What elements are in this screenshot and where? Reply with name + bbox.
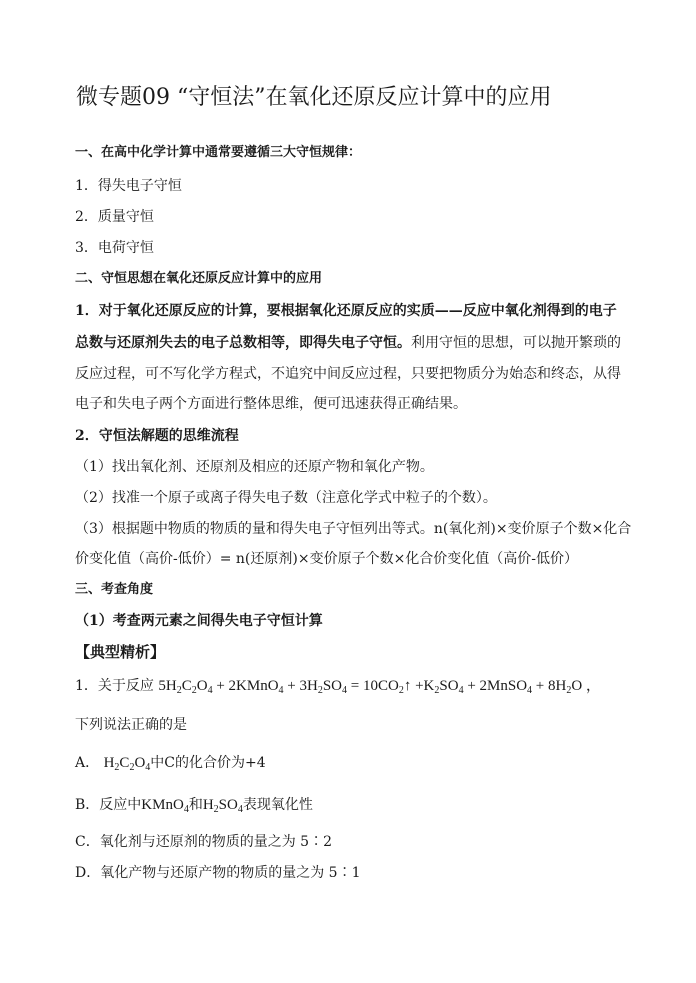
section2-para1-line3: 反应过程，可不写化学方程式，不追究中间反应过程，只要把物质分为始态和终态，从得 <box>75 366 621 382</box>
example-tag: 【典型精析】 <box>75 643 166 661</box>
option-d: D．氧化产物与还原产物的物质的量之为 5∶1 <box>75 865 361 881</box>
section2-step3-line1: （3）根据题中物质的物质的量和得失电子守恒列出等式。n(氧化剂)×变价原子个数×化合 <box>75 521 632 537</box>
page-title: 微专题09 “守恒法”在氧化还原反应计算中的应用 <box>76 85 552 110</box>
para1-bold-text: 总数与还原剂失去的电子总数相等，即得失电子守恒。 <box>75 335 411 351</box>
section2-para1-line1: 1．对于氧化还原反应的计算，要根据氧化还原反应的实质——反应中氧化剂得到的电子 <box>75 303 617 319</box>
option-b: B．反应中KMnO$_4$和$H_2SO_4$表现氧化性 <box>75 797 313 815</box>
section3-sub1: （1）考查两元素之间得失电子守恒计算 <box>75 613 323 629</box>
option-b-formula-2: $H_2SO_4$ <box>202 797 243 815</box>
section1-item-1: 1．得失电子守恒 <box>75 178 182 194</box>
section1-heading: 一、在高中化学计算中通常要遵循三大守恒规律： <box>75 145 362 160</box>
section2-step1: （1）找出氧化剂、还原剂及相应的还原产物和氧化产物。 <box>75 459 434 475</box>
question-1-line2: 下列说法正确的是 <box>75 717 187 733</box>
section2-heading: 二、守恒思想在氧化还原反应计算中的应用 <box>75 271 323 286</box>
option-a: A． $H_2C_2O_4$中C的化合价为+4 <box>75 755 266 773</box>
gas-arrow: ↑ <box>403 678 412 694</box>
reaction-equation: $5H_2C_2O_4$ + 2KMnO$_4$ + $3H_2SO_4$ = $10CO_2↑ +K_2SO_4$ + 2MnSO$_4$ + $8H_2O$ ， <box>158 678 601 696</box>
section1-item-2: 2．质量守恒 <box>75 209 154 225</box>
section2-para1-line2 <box>75 333 635 353</box>
section2-step2: （2）找准一个原子或离子得失电子数（注意化学式中粒子的个数）。 <box>75 490 497 506</box>
para1-regular-text: 利用守恒的思想，可以抛开繁琐的 <box>411 335 621 351</box>
section2-para1-line4: 电子和失电子两个方面进行整体思维，便可迅速获得正确结果。 <box>75 396 467 412</box>
section2-para2-heading: 2．守恒法解题的思维流程 <box>75 428 239 444</box>
option-c: C．氧化剂与还原剂的物质的量之为 5∶2 <box>75 834 332 850</box>
section1-item-3: 3．电荷守恒 <box>75 240 154 256</box>
section3-heading: 三、考查角度 <box>75 582 154 597</box>
section2-step3-line2: 价变化值（高价-低价）= n(还原剂)×变价原子个数×化合价变化值（高价-低价） <box>75 551 579 567</box>
option-b-formula-1: KMnO$_4$ <box>141 797 189 815</box>
option-a-formula: $H_2C_2O_4$ <box>103 755 151 773</box>
question-prefix: 1．关于反应 <box>75 678 154 694</box>
question-1-line1 <box>75 676 635 696</box>
